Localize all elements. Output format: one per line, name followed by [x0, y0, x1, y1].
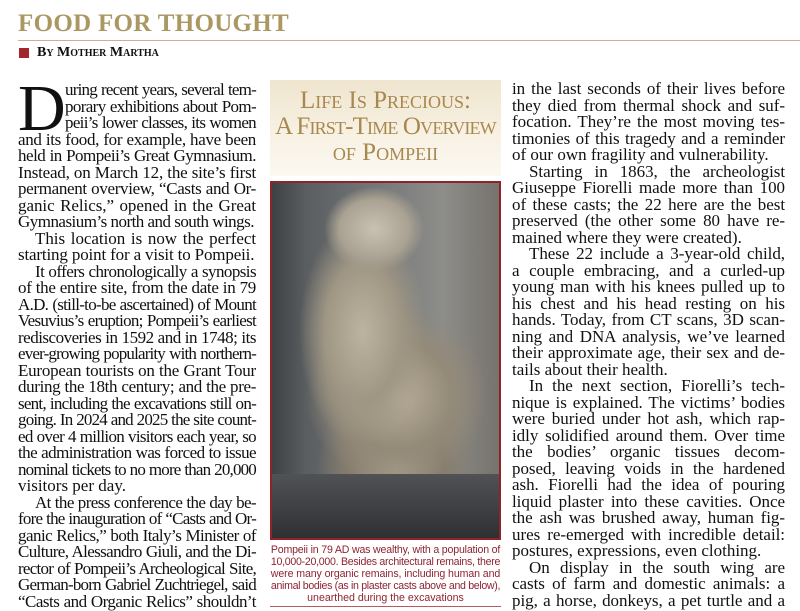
text-line: peii’s lower classes, its women	[65, 113, 256, 132]
text-line: Instead, on March 12, the site’s first	[18, 162, 256, 182]
left-column	[18, 72, 256, 611]
text-line: fore the inauguration of “Casts and Or-	[18, 509, 256, 528]
text-line: Gymnasium’s north and south wings.	[18, 212, 254, 231]
text-line: European tourists on the Grant Tour	[18, 360, 256, 380]
section-title: FOOD FOR THOUGHT	[18, 10, 290, 37]
sidebar-headline	[270, 80, 501, 176]
text-line: A.D. (still-to-be ascertained) of Mount	[18, 294, 256, 314]
headline-line: A First-Time Overview	[275, 113, 496, 140]
text-line: postures, expressions, even clothing.	[512, 541, 762, 560]
text-line: starting point for a visit to Pompeii.	[18, 245, 255, 264]
text-line: going. In 2024 and 2025 the site count-	[18, 410, 256, 429]
text-line: Giuseppe Fiorelli made more than 100	[512, 178, 785, 197]
text-line: It offers chronologically a synopsis	[35, 261, 256, 281]
text-line: timonies of this tragedy and a reminder	[512, 128, 785, 148]
caption-rule	[270, 606, 501, 607]
caption-line: 10,000-20,000. Besides architectural remains, there	[270, 556, 501, 568]
text-line: ning and DNA analysis, we’ve learned	[512, 326, 785, 346]
caption-line: unearthed during the excavations	[307, 592, 464, 604]
text-line: German-born Gabriel Zuchtriegel, said	[18, 575, 256, 594]
caption-line: Pompeii in 79 AD was wealthy, with a population of	[270, 544, 501, 556]
right-column	[512, 81, 785, 609]
text-line: porary exhibitions about Pom-	[65, 96, 256, 116]
text-line: hands. Today, from CT scans, 3D scan-	[512, 310, 785, 329]
text-line: Starting in 1863, the archeologist	[529, 161, 785, 181]
text-line: At the press conference the day be-	[35, 492, 256, 512]
text-line: the ash was brushed away, human fig-	[512, 508, 785, 527]
paragraph	[512, 161, 785, 247]
text-line: Vesuvius’s eruption; Pompeii’s earliest	[18, 311, 256, 330]
plaster-cast-photo	[270, 181, 501, 540]
text-line: tails about their health.	[512, 359, 668, 379]
paragraph	[18, 261, 256, 495]
caption-line: animal bodies (as in plaster casts above and below),	[270, 580, 501, 592]
text-line: they died from thermal shock and suf-	[512, 95, 785, 115]
text-line: held in Pompeii’s Great Gymnasium.	[18, 146, 256, 165]
caption-line: were many organic remains, including human and	[270, 568, 501, 580]
text-line: the administration was forced to issue	[18, 443, 256, 462]
text-line: visitors per day.	[18, 476, 126, 495]
text-line: Culture, Alessandro Giuli, and the Di-	[18, 542, 256, 561]
text-line: preserved (the other some 80 have re-	[512, 211, 785, 230]
text-line: rector of Pompeii’s Archeological Site,	[18, 558, 256, 578]
text-line: nominal tickets to no more than 20,000	[18, 459, 256, 479]
text-line: the bodies’ organic tissues decom-	[512, 442, 785, 461]
text-line: uring recent years, several tem-	[65, 80, 256, 99]
text-line: nique is explained. The victims’ bodies	[512, 392, 785, 412]
text-line: were buried under hot ash, which rap-	[512, 409, 785, 428]
text-line: ures re-emerged with incredible detail:	[512, 524, 785, 544]
headline-line: Life Is Precious:	[300, 87, 471, 114]
text-line: ash. Fiorelli had the idea of pouring	[512, 475, 785, 494]
paragraph	[512, 246, 785, 378]
byline	[19, 45, 159, 61]
text-line: idly solidified around them. Over time	[512, 425, 785, 445]
paragraph	[512, 557, 785, 610]
text-line: On display in the south wing are	[529, 557, 785, 577]
text-line: during the 18th century; and the pre-	[18, 377, 256, 396]
text-line: of the entire site, from the date in 79	[18, 278, 256, 297]
text-line: of our own fragility and vulnerability.	[512, 145, 769, 164]
text-line: sent, including the excavations still on-	[18, 393, 256, 413]
text-line: permanent overview, “Casts and Or-	[18, 179, 256, 198]
text-line: liquid plaster into these cavities. Once	[512, 491, 785, 511]
text-line: “Casts and Organic Relics” shouldn’t	[18, 591, 256, 611]
text-line: pig, a horse, donkeys, a pet turtle and a	[512, 590, 785, 610]
text-line: mained where they were created).	[512, 227, 742, 247]
text-line: ganic Relics,” both Italy’s Minister of	[18, 525, 256, 545]
text-line: posed, leaving voids in the hardened	[512, 458, 785, 478]
paragraph	[18, 492, 256, 611]
text-line: ever-growing popularity with northern-	[18, 344, 256, 363]
text-line: This location is now the perfect	[35, 228, 256, 248]
byline-marker-icon	[19, 48, 29, 58]
paragraph	[512, 378, 785, 560]
byline-text: By Mother Martha	[37, 45, 159, 60]
text-line: and its food, for example, have been	[18, 129, 256, 149]
text-line: These 22 include a 3-year-old child,	[529, 244, 785, 263]
paragraph	[18, 228, 256, 264]
text-line: ed over 4 million visitors each year, so	[18, 426, 256, 446]
text-line: his chest and his head resting on his	[512, 293, 785, 313]
text-line: in the last seconds of their lives before	[512, 79, 785, 98]
text-line: young man with his knees pulled up to	[512, 277, 785, 296]
photo-floor	[272, 474, 499, 538]
drop-cap: D	[18, 72, 66, 145]
headline-line: of Pompeii	[332, 139, 439, 166]
text-line: a couple embracing, and a curled-up	[512, 260, 785, 280]
sidebar-box	[270, 80, 501, 604]
text-line: In the next section, Fiorelli’s tech-	[529, 376, 785, 395]
text-line: their approximate age, their sex and de-	[512, 343, 785, 362]
text-line: rediscoveries in 1592 and in 1748; its	[18, 327, 256, 347]
text-line: focation. They’re the most moving tes-	[512, 112, 785, 131]
title-rule	[18, 40, 800, 41]
photo-caption	[270, 544, 501, 604]
text-line: casts of farm and domestic animals: a	[512, 574, 785, 593]
text-line: ganic Relics,” opened in the Great	[18, 195, 256, 215]
text-line: of these casts; the 22 here are the best	[512, 194, 785, 214]
paragraph	[512, 81, 785, 164]
